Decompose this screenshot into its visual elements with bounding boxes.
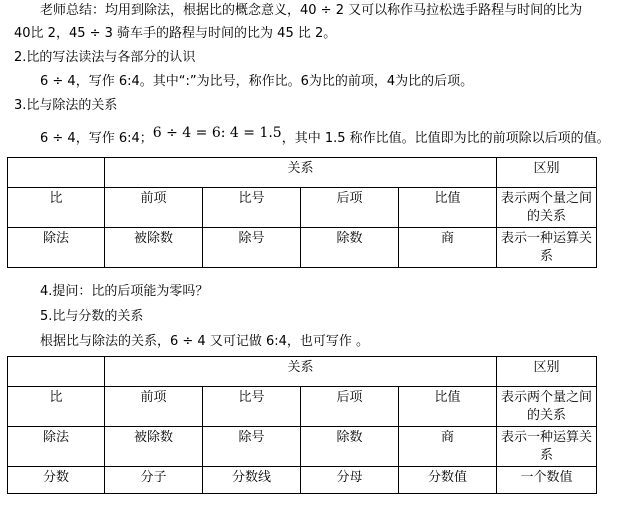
table-row xyxy=(8,427,597,467)
table-header-difference: 区别 xyxy=(497,158,597,188)
table-cell: 除数 xyxy=(301,427,399,467)
ratio-division-table xyxy=(7,157,597,268)
table-cell: 前项 xyxy=(105,188,203,228)
table-cell: 商 xyxy=(399,427,497,467)
table-cell: 被除数 xyxy=(105,228,203,268)
table-header-difference: 区别 xyxy=(497,357,597,387)
ratio-formula: 6 ÷ 4 = 6: 4 = 1.5 xyxy=(152,125,282,141)
table-cell: 比号 xyxy=(203,188,301,228)
summary-line-2: 40比 2，45 ÷ 3 骑车手的路程与时间的比为 45 比 2。 xyxy=(14,26,337,41)
table-cell: 比 xyxy=(8,188,105,228)
section-4-question: 4.提问：比的后项能为零吗？ xyxy=(40,284,209,299)
table-row xyxy=(8,188,597,228)
section-3-body xyxy=(40,125,610,148)
ratio-division-fraction-table xyxy=(7,356,597,494)
table-cell: 前项 xyxy=(105,387,203,427)
section-5-heading: 5.比与分数的关系 xyxy=(40,309,144,324)
table-cell: 分数线 xyxy=(203,467,301,494)
table-row xyxy=(8,228,597,268)
table-cell: 后项 xyxy=(301,387,399,427)
table-cell: 分数 xyxy=(8,467,105,494)
table-cell: 除号 xyxy=(203,427,301,467)
table-cell: 分数值 xyxy=(399,467,497,494)
table-cell: 比值 xyxy=(399,387,497,427)
table-cell: 除号 xyxy=(203,228,301,268)
table-header-relation: 关系 xyxy=(105,357,497,387)
section-3-body-suffix: ，其中 1.5 称作比值。比值即为比的前项除以后项的值。 xyxy=(281,131,610,146)
table-cell: 除法 xyxy=(8,228,105,268)
table-row xyxy=(8,467,597,494)
table-cell: 表示两个量之间的关系 xyxy=(497,188,597,228)
table-cell: 比值 xyxy=(399,188,497,228)
table-cell: 分母 xyxy=(301,467,399,494)
table-row xyxy=(8,387,597,427)
summary-line-1: 老师总结：均用到除法，根据比的概念意义，40 ÷ 2 又可以称作马拉松选手路程与时间的比为 xyxy=(40,3,583,18)
table-cell: 表示一种运算关系 xyxy=(497,228,597,268)
table-header-row xyxy=(8,158,597,188)
table-cell: 除数 xyxy=(301,228,399,268)
table-header-blank xyxy=(8,357,105,387)
table-header-row xyxy=(8,357,597,387)
section-3-heading: 3.比与除法的关系 xyxy=(14,98,118,113)
table-cell: 一个数值 xyxy=(497,467,597,494)
section-2-heading: 2.比的写法读法与各部分的认识 xyxy=(14,50,196,65)
table-cell: 除法 xyxy=(8,427,105,467)
table-cell: 后项 xyxy=(301,188,399,228)
table-cell: 比号 xyxy=(203,387,301,427)
section-5-body: 根据比与除法的关系，6 ÷ 4 又可记做 6:4，也可写作 。 xyxy=(40,334,370,349)
section-3-body-prefix: 6 ÷ 4，写作 6:4； xyxy=(40,131,153,146)
table-cell: 分子 xyxy=(105,467,203,494)
table-header-blank xyxy=(8,158,105,188)
table-cell: 表示一种运算关系 xyxy=(497,427,597,467)
table-cell: 被除数 xyxy=(105,427,203,467)
table-cell: 商 xyxy=(399,228,497,268)
table-cell: 表示两个量之间的关系 xyxy=(497,387,597,427)
table-header-relation: 关系 xyxy=(105,158,497,188)
table-cell: 比 xyxy=(8,387,105,427)
section-2-body: 6 ÷ 4，写作 6:4。其中“:”为比号，称作比。6为比的前项，4为比的后项。 xyxy=(40,74,474,89)
